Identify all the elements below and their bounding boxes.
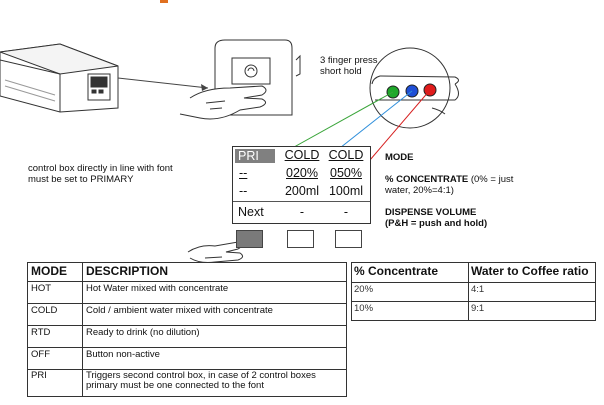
arrow-head: [201, 84, 208, 91]
display-conc-col2: 020%: [286, 166, 318, 180]
display-next-col3: -: [343, 205, 349, 219]
right-key-button[interactable]: [335, 230, 362, 248]
mode-cell: HOT: [28, 282, 83, 304]
concentrate-note-a: (0% = just: [468, 174, 514, 185]
ratio-cell: 4:1: [469, 283, 596, 302]
left-key-button[interactable]: [236, 230, 263, 248]
nozzle-closeup-drawing: [370, 48, 459, 128]
hand-pointer-drawing: [188, 242, 243, 263]
description-cell: Cold / ambient water mixed with concentrate: [83, 304, 347, 326]
display-next: Next: [238, 205, 264, 219]
concentrate-cell: 10%: [352, 302, 469, 321]
description-cell: Ready to drink (no dilution): [83, 326, 347, 348]
concentrate-cell: 20%: [352, 283, 469, 302]
finger-press-line2: short hold: [320, 66, 362, 77]
table-row: [28, 326, 347, 348]
dispense-heading: DISPENSE VOLUME: [385, 207, 477, 218]
table-row: [352, 302, 596, 321]
description-line2: primary must be one connected to the font: [86, 380, 264, 391]
clipped-heading-fragment: [160, 0, 168, 3]
middle-key-button[interactable]: [287, 230, 314, 248]
display-vol-col2: 200ml: [284, 184, 320, 198]
dispense-callout: [385, 207, 487, 229]
table-row: [28, 348, 347, 370]
mode-heading: MODE: [385, 152, 414, 163]
concentrate-heading: % CONCENTRATE: [385, 174, 469, 185]
display-next-col2: -: [299, 205, 305, 219]
concentrate-column-header: % Concentrate: [352, 263, 469, 283]
finger-press-callout: [320, 55, 378, 77]
table-row: [28, 304, 347, 326]
concentrate-note-b: water, 20%=4:1): [385, 185, 454, 196]
control-box-line2: must be set to PRIMARY: [28, 174, 134, 185]
display-conc-col3: 050%: [330, 166, 362, 180]
mode-cell: OFF: [28, 348, 83, 370]
mode-cell: COLD: [28, 304, 83, 326]
table-row: [28, 370, 347, 397]
display-divider: [233, 201, 370, 202]
description-cell: Hot Water mixed with concentrate: [83, 282, 347, 304]
description-column-header: DESCRIPTION: [83, 263, 347, 282]
control-box-line1: control box directly in line with font: [28, 163, 173, 174]
control-box-drawing: [0, 44, 118, 112]
display-mode-pri: PRI: [235, 149, 275, 163]
control-box-callout: [28, 163, 173, 185]
display-mode-col2: COLD: [284, 148, 320, 162]
concentrate-ratio-table: [351, 262, 596, 321]
description-cell: Button non-active: [83, 348, 347, 370]
mode-column-header: MODE: [28, 263, 83, 282]
mode-cell: PRI: [28, 370, 83, 397]
mode-description-table: [27, 262, 347, 397]
table-row: [352, 283, 596, 302]
table-header-row: [352, 263, 596, 283]
table-row: [28, 282, 347, 304]
dispense-note: (P&H = push and hold): [385, 218, 488, 229]
arrow-line: [118, 78, 208, 88]
description-cell: [83, 370, 347, 397]
display-vol-col3: 100ml: [328, 184, 364, 198]
display-mode-col3: COLD: [328, 148, 364, 162]
table-header-row: [28, 263, 347, 282]
mode-cell: RTD: [28, 326, 83, 348]
ratio-column-header: Water to Coffee ratio: [469, 263, 596, 283]
display-vol-col1: --: [239, 184, 248, 198]
finger-press-line1: 3 finger press: [320, 55, 378, 66]
closeup-unit-drawing: [180, 40, 300, 119]
concentrate-callout: [385, 174, 565, 196]
ratio-cell: 9:1: [469, 302, 596, 321]
lcd-display: [232, 146, 371, 224]
display-conc-col1: --: [239, 166, 248, 180]
description-line1: Triggers second control box, in case of 2 control boxes: [86, 370, 316, 381]
